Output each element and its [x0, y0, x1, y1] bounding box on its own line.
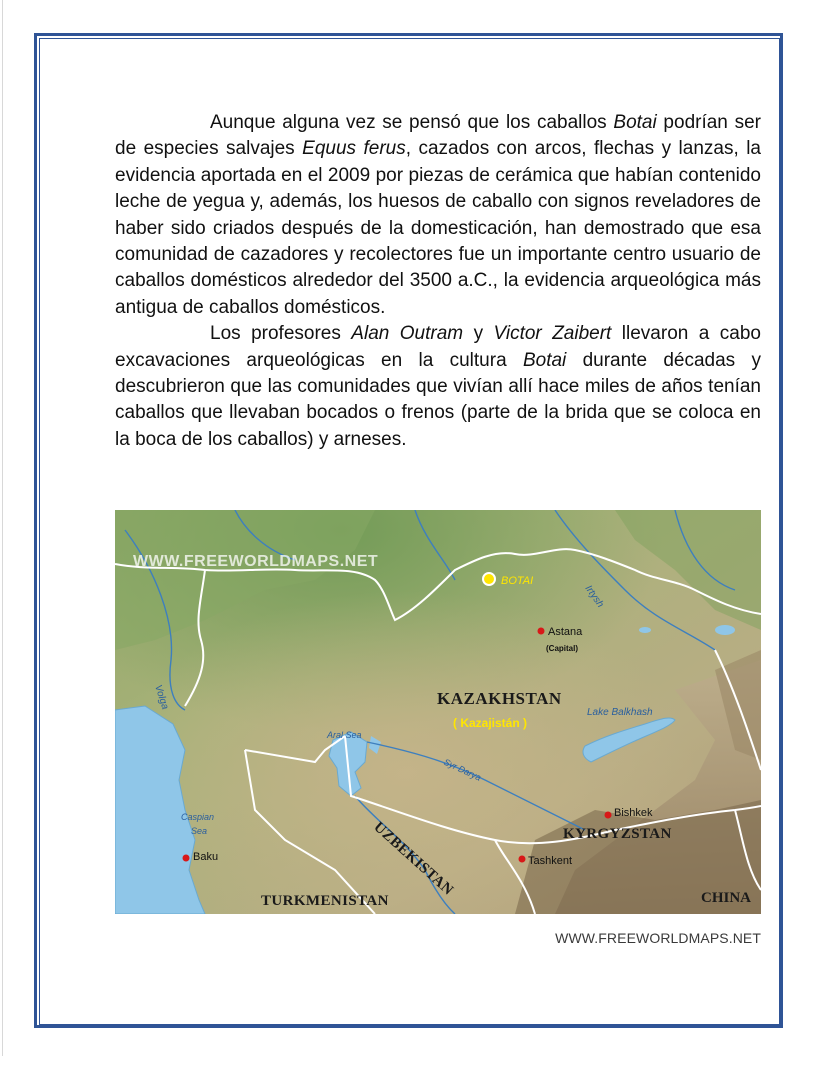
text-run: durante décadas y descubrieron que las comunidades que vivían allí hace miles de años tenían caballos que llevaban bocados o frenos (parte de la brida que se coloca en la boca de los caballos) y arneses.: [115, 349, 761, 450]
map-watermark: WWW.FREEWORLDMAPS.NET: [133, 553, 379, 570]
bishkek-marker: [605, 812, 612, 819]
page-edge-line: [2, 0, 3, 1056]
italic-term: Botai: [613, 112, 657, 133]
map-caption: WWW.FREEWORLDMAPS.NET: [555, 930, 761, 946]
kazajistan-label: ( Kazajistán ): [453, 716, 528, 730]
text-run: podrían ser de especies salvajes: [115, 112, 761, 160]
botai-marker: [483, 573, 495, 585]
text-run: Aunque alguna vez se pensó que los caballos: [210, 112, 614, 133]
italic-term: Botai: [522, 349, 567, 371]
text-run: llevaron a cabo excavaciones arqueológicas en la cultura: [115, 323, 761, 371]
kazakhstan-label: KAZAKHSTAN: [437, 689, 562, 708]
italic-term: Equus ferus: [302, 138, 406, 160]
botai-label: BOTAI: [501, 575, 534, 587]
text-run: Los profesores: [210, 323, 352, 345]
italic-term: Victor Zaibert: [493, 323, 612, 345]
text-run: , cazados con arcos, flechas y lanzas, la evidencia aportada en el 2009 por piezas de cerámica que habían contenido leche de yegua y, además, los huesos de caballo con signos reveladores de haber sido criados después de la domesticación, han demostrado que esa comunidad de cazadores y recolectores fue un importante centro usuario de caballos domésticos alrededor del 3500 a.C., la evidencia arqueológica más antigua de caballos domésticos.: [115, 138, 762, 318]
baku-label: Baku: [193, 851, 219, 863]
central-asia-map: [115, 510, 761, 914]
aral-sea-label: Aral Sea: [327, 730, 362, 740]
sea-label: Sea: [191, 826, 208, 836]
tashkent-label: Tashkent: [528, 855, 573, 867]
body-text: [115, 110, 761, 453]
kyrgyzstan-label: KYRGYZSTAN: [563, 826, 672, 842]
irtysh-label: Irtysh: [582, 583, 606, 610]
capital-label: (Capital): [546, 644, 578, 653]
china-label: CHINA: [701, 890, 752, 906]
uzbekistan-label: UZBEKISTAN: [370, 819, 457, 899]
baku-marker: [183, 855, 190, 862]
text-run: y: [463, 323, 494, 345]
volga-label: Volga: [152, 683, 171, 711]
astana-marker: [538, 628, 545, 635]
italic-term: Alan Outram: [351, 323, 464, 345]
paragraph-1: [115, 110, 761, 321]
caspian-label: Caspian: [181, 812, 215, 822]
lake-balkhash-label: Lake Balkhash: [587, 707, 653, 718]
astana-label: Astana: [548, 626, 583, 638]
turkmenistan-label: TURKMENISTAN: [261, 893, 389, 909]
syr-darya-label: Syr Darya: [442, 756, 483, 783]
bishkek-label: Bishkek: [614, 807, 653, 819]
paragraph-2: [115, 321, 761, 453]
tashkent-marker: [519, 856, 526, 863]
